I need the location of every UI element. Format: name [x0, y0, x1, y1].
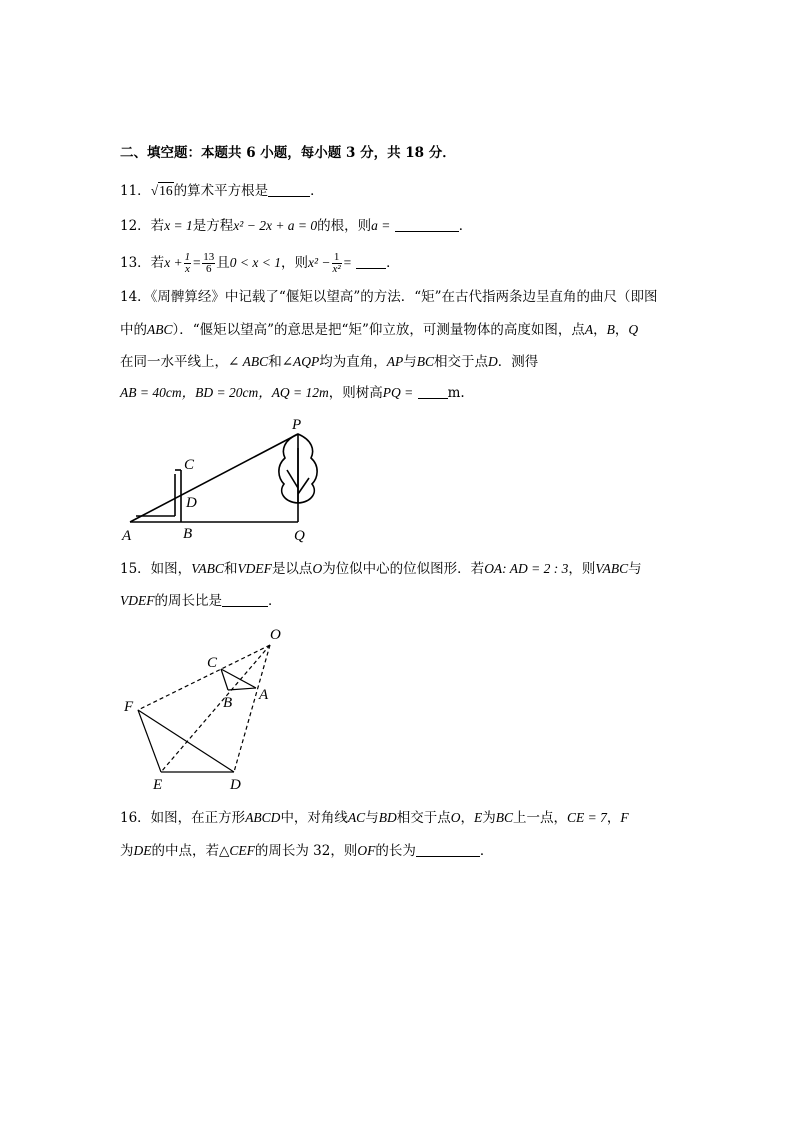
- q16-l2g: 的长为: [375, 843, 416, 859]
- q14-l3k: ．测得: [497, 354, 539, 370]
- q13-end: ．: [386, 255, 400, 271]
- q14-l2c: A: [584, 322, 594, 337]
- q12-text2: 的根，则: [317, 218, 372, 234]
- fig14-label-c: C: [184, 457, 195, 473]
- q16-l1l: BC: [495, 810, 513, 825]
- q14-l4a: AB = 40cm，BD = 20cm，AQ = 12m: [120, 385, 329, 400]
- q12-end: ．: [458, 218, 473, 234]
- q14-l3d: ∠AQP: [281, 354, 320, 369]
- q12-text1: 是方程: [192, 218, 234, 234]
- q16-l1c: 中，对角线: [280, 810, 348, 826]
- q15-l1e: 是以点: [271, 561, 313, 577]
- q16-l1k: 为: [482, 810, 496, 826]
- q11-sqrt: √16: [150, 183, 173, 198]
- q16-l1g: 相交于点: [396, 810, 451, 826]
- q16-l2b: DE: [133, 843, 152, 858]
- q16-line2: [120, 841, 493, 861]
- q14-l3a: 在同一水平线上，: [120, 354, 228, 370]
- q13-frac3-num: 1: [332, 252, 342, 264]
- q16-l1b: ABCD: [245, 810, 281, 825]
- q14-l2e: B: [606, 322, 615, 337]
- fig15-edge-fe: [138, 710, 161, 772]
- fig14-label-a: A: [122, 528, 132, 544]
- fig15-label-b: B: [223, 695, 233, 711]
- fig14-tree-branch-2: [298, 478, 309, 494]
- q15-line1: [120, 559, 642, 579]
- fig15-label-o: O: [270, 627, 281, 643]
- q16-l1d: AC: [347, 810, 366, 825]
- q14-l2f: ，: [614, 322, 629, 338]
- section-header: 二、填空题：本题共 6 小题，每小题 3 分，共 18 分．: [120, 145, 456, 161]
- q16-l1n: CE = 7: [566, 810, 607, 825]
- q13-frac1-num: 1: [184, 251, 191, 263]
- fig15-label-a: A: [259, 687, 269, 703]
- q15-l2b: 的周长比是: [154, 593, 222, 609]
- q13-x2: x² −: [308, 255, 331, 270]
- q15-l2c: ．: [268, 593, 282, 609]
- q11-text: 的算术平方根是: [173, 183, 269, 199]
- fig15-label-f: F: [124, 699, 134, 715]
- fig15-label-c: C: [207, 655, 218, 671]
- q15-l1j: VABC: [595, 561, 629, 576]
- q11-number: 11．: [120, 183, 151, 199]
- q13-number: 13．若: [120, 255, 165, 271]
- q14-l3f: AP: [386, 354, 404, 369]
- q14-l3c: 和: [268, 354, 282, 370]
- q14-l4b: ，则树高: [328, 385, 383, 401]
- q13-text1: 且: [216, 255, 230, 271]
- q16-l2d: CEF: [229, 843, 255, 858]
- q12-number: 12．若: [120, 218, 165, 234]
- q15-l1f: O: [312, 561, 323, 576]
- q16-l1i: ，: [460, 810, 474, 826]
- fig14-tree-branch-1: [287, 470, 298, 488]
- fig15-label-d: D: [230, 777, 241, 793]
- q14-l3b: ∠ ABC: [228, 354, 269, 369]
- q13-frac3-den: x²: [332, 263, 341, 275]
- q14-l3j: D: [488, 354, 498, 369]
- q16-l1a: 16．如图，在正方形: [120, 810, 246, 826]
- q15-l1h: OA: AD = 2 : 3: [484, 561, 569, 576]
- q16-l2h: ．: [479, 843, 494, 859]
- q16-l1m: 上一点，: [512, 810, 567, 826]
- q14-l2b: ）．“偃矩以望高”的意思是把“矩”仰立放，可测量物体的高度如图，点: [172, 322, 585, 338]
- q16-l2f: OF: [357, 843, 376, 858]
- q14-l3h: BC: [416, 354, 435, 369]
- fig15-ray-od: [234, 645, 270, 772]
- q15-answer-blank[interactable]: [222, 592, 268, 607]
- q14-l3i: 相交于点: [434, 354, 489, 370]
- figure-15: [138, 645, 270, 772]
- q12-eq1: x = 1: [164, 218, 193, 233]
- q16-l1o: ，: [606, 810, 621, 826]
- fig14-label-p: P: [292, 417, 302, 433]
- q13-eq: =: [192, 255, 202, 270]
- fig15-ray-of: [138, 645, 270, 710]
- q13-xplus: x +: [164, 255, 183, 270]
- q13-cond: 0 < x < 1: [229, 255, 282, 270]
- q16-l1f: BD: [378, 810, 397, 825]
- q16-answer-blank[interactable]: [416, 842, 480, 857]
- fig14-label-d: D: [186, 495, 197, 511]
- q14-l2d: ，: [593, 322, 607, 338]
- q14-l2m: ABC: [147, 322, 173, 337]
- q13-frac2-num: 13: [203, 251, 215, 263]
- q16-l1j: E: [473, 810, 483, 825]
- q15-l1k: 与: [628, 561, 642, 577]
- q14-l2g: Q: [628, 322, 639, 337]
- q16-l2c: 的中点，若△: [151, 843, 230, 859]
- q13-frac2-den: 6: [206, 263, 212, 275]
- q15-l1b: VABC: [191, 561, 224, 576]
- q15-l1a: 15．如图，: [120, 561, 192, 577]
- q16-line1: [120, 808, 629, 828]
- q14-l3e: 均为直角，: [319, 354, 387, 370]
- fig15-label-e: E: [153, 777, 163, 793]
- q15-l1i: ，则: [568, 561, 596, 577]
- q15-l2a: VDEF: [120, 593, 155, 608]
- fig14-line-ap: [130, 434, 298, 522]
- q15-l1d: VDEF: [237, 561, 272, 576]
- q16-l1e: 与: [365, 810, 379, 826]
- q11-end: ．: [310, 183, 324, 199]
- q13-frac1-den: x: [184, 263, 190, 275]
- q16-l2a: 为: [120, 843, 134, 859]
- q14-l2a: 中的: [120, 322, 147, 338]
- q11-radicand: 16: [159, 183, 173, 198]
- q15-line2: [120, 591, 282, 611]
- q14-line1: 14．《周髀算经》中记载了“偃矩以望高”的方法．“矩”在古代指两条边呈直角的曲尺（即图: [120, 289, 658, 305]
- q13-text2: ，则: [281, 255, 309, 271]
- q16-l1h: O: [450, 810, 461, 825]
- q15-l1g: 为位似中心的位似图形．若: [322, 561, 485, 577]
- q13-eq2: =: [342, 255, 352, 270]
- q14-l3g: 与: [403, 354, 417, 370]
- q15-l1c: 和: [223, 561, 238, 577]
- q14-l4d: m.: [447, 385, 465, 401]
- q12-eq2: x² − 2x + a = 0: [233, 218, 318, 233]
- q14-l4c: PQ =: [382, 385, 414, 400]
- q16-l1p: F: [620, 810, 629, 825]
- fig14-label-b: B: [183, 526, 193, 542]
- fig15-edge-fd: [138, 710, 234, 772]
- fig14-label-q: Q: [294, 528, 305, 544]
- q16-l2e: 的周长为 32，则: [254, 843, 358, 859]
- q12-eq3: a =: [371, 218, 391, 233]
